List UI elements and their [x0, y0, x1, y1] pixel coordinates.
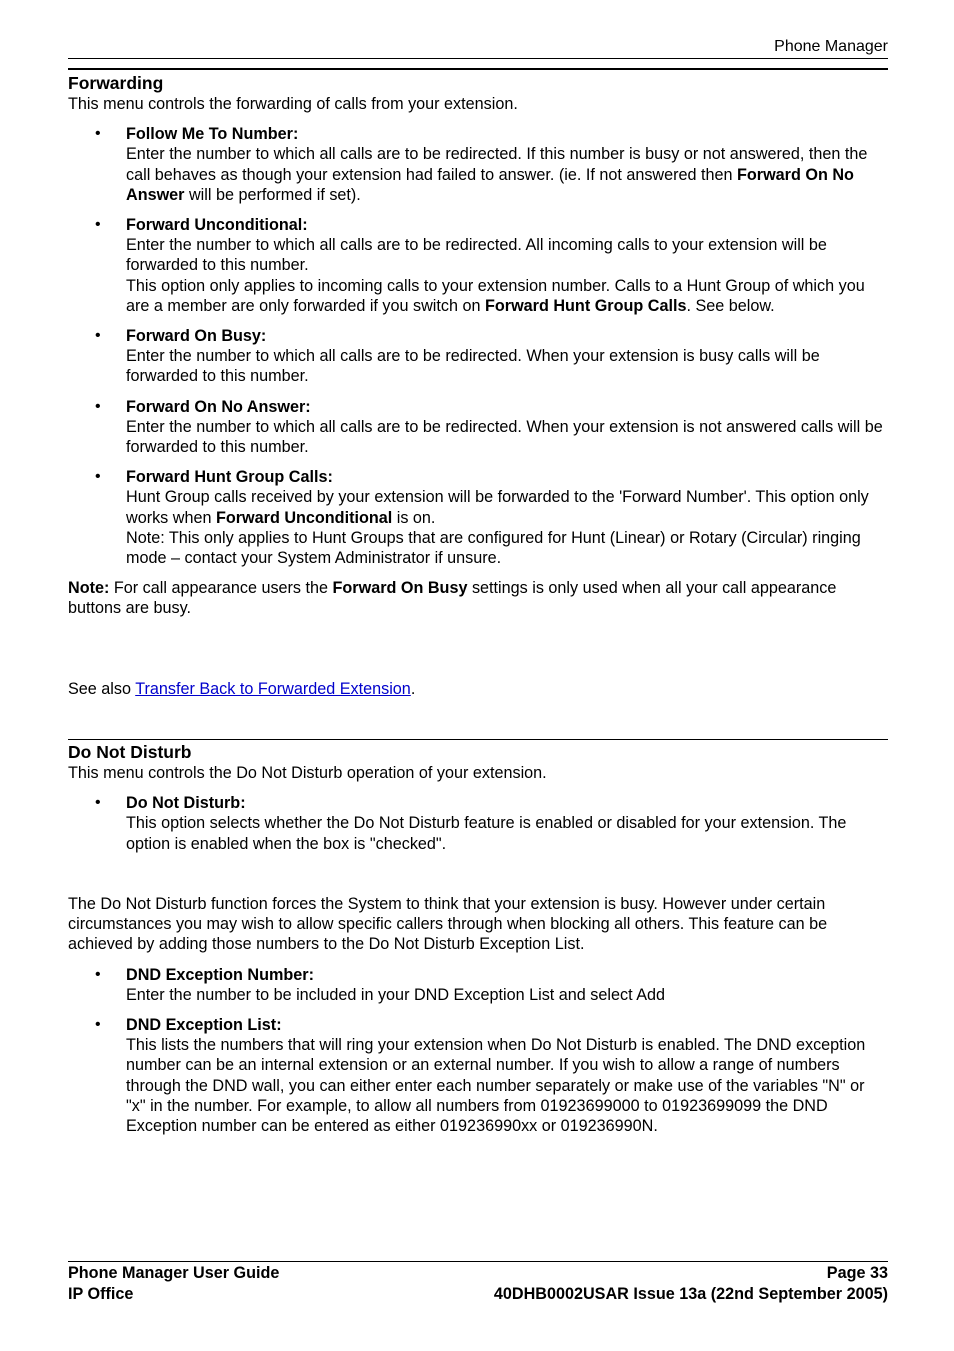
- list-item-forward-hunt-group: [68, 467, 888, 568]
- item-title: Forward On No Answer:: [126, 397, 311, 416]
- transfer-back-link[interactable]: Transfer Back to Forwarded Extension: [135, 680, 411, 698]
- list-item-forward-unconditional: [68, 215, 888, 316]
- bullet-icon: •: [95, 327, 101, 345]
- item-text: Enter the number to which all calls are to be redirected. When your extension is busy calls will be forwarded to this number.: [126, 347, 820, 386]
- bullet-icon: •: [95, 794, 101, 812]
- section-divider: [68, 739, 888, 740]
- item-text: Enter the number to which all calls are to be redirected. All incoming calls to your extension will be forwarded to this number.: [126, 236, 827, 275]
- footer-rule: [68, 1261, 888, 1262]
- item-title: Forward On Busy:: [126, 327, 267, 346]
- bullet-icon: •: [95, 125, 101, 143]
- bullet-icon: •: [95, 1016, 101, 1034]
- forwarding-list: [68, 124, 888, 568]
- list-item-forward-on-busy: [68, 326, 888, 387]
- footer-page-number: Page 33: [826, 1264, 888, 1282]
- header-rule-thick: [68, 68, 888, 70]
- forwarding-heading: Forwarding: [68, 73, 164, 93]
- item-text: This option only applies to incoming calls to your extension number. Calls to a Hunt Group of which you are a member are only forwarded if you switch on: [126, 276, 865, 315]
- list-item-dnd-exception-number: [68, 965, 888, 1005]
- header-rule: [68, 58, 888, 59]
- footer-product: IP Office: [68, 1285, 134, 1303]
- note-text: For call appearance users the: [109, 579, 333, 598]
- dnd-exception-list: [68, 965, 888, 1137]
- item-text: . See below.: [686, 296, 775, 315]
- list-item-do-not-disturb: [68, 793, 888, 854]
- item-bold: Forward Hunt Group Calls: [485, 296, 687, 315]
- dnd-paragraph: The Do Not Disturb function forces the System to think that your extension is busy. However under certain circumstances you may wish to allow specific callers through when blocking all others. This feature can be achieved by adding those numbers to the Do Not Disturb Exception List.: [68, 895, 828, 954]
- item-title: Forward Hunt Group Calls:: [126, 468, 333, 487]
- bullet-icon: •: [95, 965, 101, 983]
- item-text: Enter the number to which all calls are to be redirected. If this number is busy or not answered, then the call behaves as though your extension had failed to answer. (ie. If not answered then: [126, 145, 868, 184]
- dnd-details: [68, 894, 888, 1136]
- see-also: [68, 679, 888, 699]
- dnd-section: [68, 742, 888, 854]
- list-item-follow-me: [68, 124, 888, 205]
- item-text: will be performed if set).: [184, 185, 361, 204]
- bullet-icon: •: [95, 397, 101, 415]
- item-title: Do Not Disturb:: [126, 794, 246, 813]
- item-text: This lists the numbers that will ring your extension when Do Not Disturb is enabled. The DND exception number can be an internal extension or an external number. If you wish to allow a range of numbers through the DND wall, you can either enter each number separately or make use of the variables "N" or "x" in the number. For example, to allow all numbers from 01923699000 to 01923699099 the DND Exception number can be entered as either 019236990xx or 019236990N.: [126, 1036, 866, 1136]
- footer-issue: 40DHB0002USAR Issue 13a (22nd September 2005): [493, 1285, 888, 1303]
- dnd-list: [68, 793, 888, 854]
- list-item-dnd-exception-list: [68, 1015, 888, 1136]
- footer-line-1: [68, 1263, 888, 1283]
- item-bold: Forward On No Answer: [126, 165, 854, 204]
- item-title: DND Exception Number:: [126, 965, 314, 984]
- item-text: is on.: [392, 508, 436, 527]
- forwarding-note: [68, 578, 888, 618]
- note-label: Note:: [68, 579, 110, 598]
- list-item-forward-on-no-answer: [68, 397, 888, 458]
- dnd-intro: This menu controls the Do Not Disturb operation of your extension.: [68, 764, 547, 782]
- dnd-heading: Do Not Disturb: [68, 742, 192, 762]
- note-bold: Forward On Busy: [332, 579, 468, 598]
- item-text: Hunt Group calls received by your extension will be forwarded to the 'Forward Number'. This option only works when: [126, 488, 869, 527]
- running-header: Phone Manager: [774, 38, 888, 55]
- item-title: Forward Unconditional:: [126, 216, 308, 235]
- footer-guide-title: Phone Manager User Guide: [68, 1264, 280, 1282]
- item-text: Enter the number to be included in your DND Exception List and select Add: [126, 985, 665, 1004]
- forwarding-section: [68, 73, 888, 619]
- note-text: settings is only used when all your call appearance buttons are busy.: [68, 579, 837, 618]
- item-note: Note: This only applies to Hunt Groups that are configured for Hunt (Linear) or Rotary (Circular) ringing mode – contact your System Administrator if unsure.: [126, 528, 861, 568]
- see-also-prefix: See also: [68, 680, 136, 698]
- item-bold: Forward Unconditional: [215, 508, 393, 527]
- item-title: Follow Me To Number:: [126, 125, 299, 144]
- item-title: DND Exception List:: [126, 1016, 282, 1035]
- bullet-icon: •: [95, 468, 101, 486]
- bullet-icon: •: [95, 216, 101, 234]
- see-also-suffix: .: [410, 680, 416, 698]
- item-text: This option selects whether the Do Not Disturb feature is enabled or disabled for your extension. The option is enabled when the box is "checked".: [126, 814, 847, 853]
- forwarding-intro: This menu controls the forwarding of calls from your extension.: [68, 95, 518, 113]
- footer-line-2: [68, 1284, 888, 1304]
- item-text: Enter the number to which all calls are to be redirected. When your extension is not answered calls will be forwarded to this number.: [126, 417, 883, 457]
